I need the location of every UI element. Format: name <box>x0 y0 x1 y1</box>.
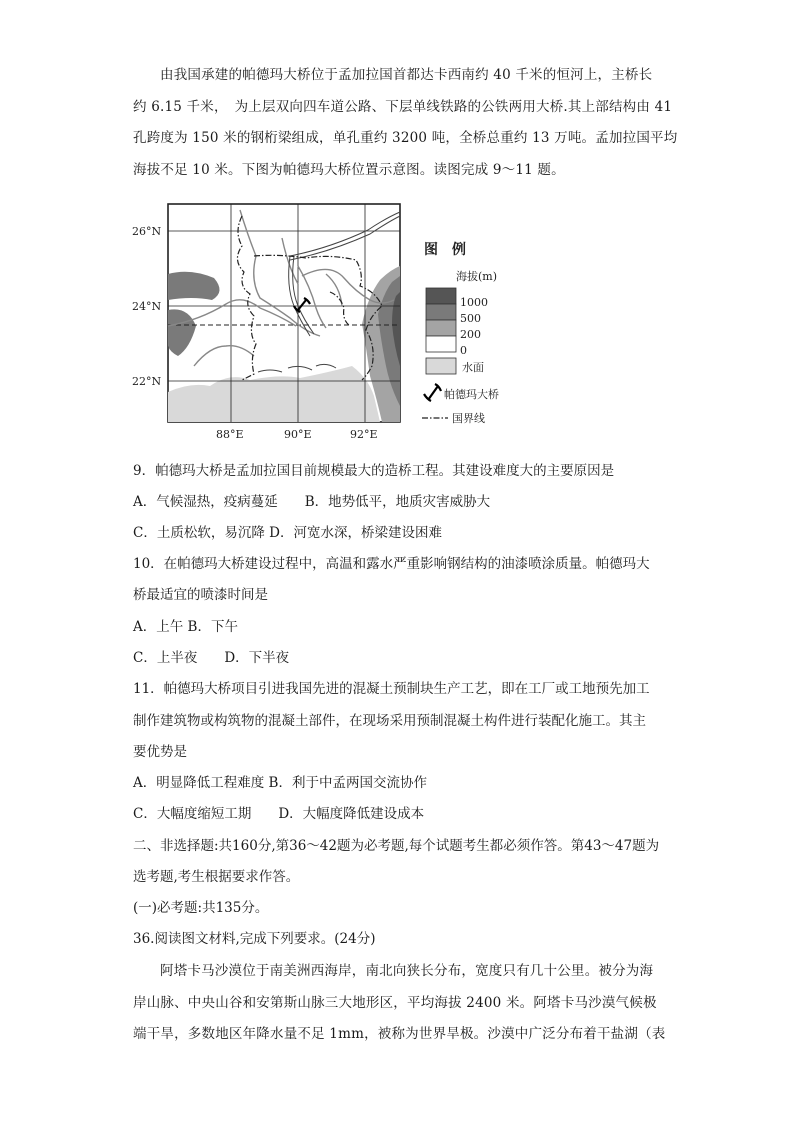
q9-options-row2: C．土质松软，易沉降 D．河宽水深，桥梁建设困难 <box>133 525 442 541</box>
legend-level-500: 500 <box>460 312 481 325</box>
q36-line: 阿塔卡马沙漠位于南美洲西海岸，南北向狭长分布，宽度只有几十公里。被分为海 <box>160 963 654 979</box>
map-svg <box>130 196 510 446</box>
lat-label-24: 24°N <box>132 300 162 313</box>
q36-line: 岸山脉、中央山谷和安第斯山脉三大地形区，平均海拔 2400 米。阿塔卡马沙漠气候极 <box>133 994 657 1011</box>
lon-label-90: 90°E <box>284 428 312 441</box>
legend-elevation-label: 海拔(m) <box>456 270 498 283</box>
intro-line: 海拔不足 10 米。下图为帕德玛大桥位置示意图。读图完成 9～11 题。 <box>133 161 565 178</box>
q11-stem-line2: 制作建筑物或构筑物的混凝土部件，在现场采用预制混凝土构件进行装配化施工。其主 <box>133 713 646 729</box>
required-heading: (一)必考题:共135分。 <box>133 900 269 916</box>
intro-paragraph <box>133 60 678 186</box>
intro-line: 孔跨度为 150 米的钢桁梁组成，单孔重约 3200 吨，全桥总重约 13 万吨。孟加拉国平均 <box>133 130 678 146</box>
section2-line1: 二、非选择题:共160分,第36～42题为必考题,每个试题考生都必须作答。第43～47题为 <box>133 838 660 854</box>
legend-swatch-1000 <box>426 288 456 304</box>
legend-level-1000: 1000 <box>460 296 488 309</box>
q11-stem-line3: 要优势是 <box>133 744 187 760</box>
map-legend <box>422 241 499 425</box>
section2-line2: 选考题,考生根据要求作答。 <box>133 869 300 885</box>
q9-stem: 9．帕德玛大桥是孟加拉国目前规模最大的造桥工程。其建设难度大的主要原因是 <box>133 463 615 479</box>
legend-swatch-0 <box>426 336 456 352</box>
q9-options-row1: A．气候湿热，疫病蔓延 B．地势低平，地质灾害威胁大 <box>133 494 491 510</box>
q36-line: 端干旱，多数地区年降水量不足 1mm，被称为世界旱极。沙漠中广泛分布着干盐湖（表 <box>133 1026 666 1042</box>
lat-label-26: 26°N <box>132 225 162 238</box>
legend-title: 图 例 <box>424 242 466 258</box>
lat-label-22: 22°N <box>132 375 162 388</box>
lon-label-88: 88°E <box>216 428 244 441</box>
intro-line: 由我国承建的帕德玛大桥位于孟加拉国首都达卡西南约 40 千米的恒河上，主桥长 <box>160 67 653 83</box>
q36-title: 36.阅读图文材料,完成下列要求。(24分) <box>133 931 376 947</box>
legend-level-0: 0 <box>460 344 467 357</box>
legend-water-label: 水面 <box>462 361 484 374</box>
bridge-location-map <box>130 196 510 446</box>
q11-stem-line1: 11．帕德玛大桥项目引进我国先进的混凝土预制块生产工艺，即在工厂或工地预先加工 <box>133 681 650 697</box>
q10-options-row2: C．上半夜 D．下半夜 <box>133 650 290 666</box>
legend-swatch-200 <box>426 320 456 336</box>
q11-options-row1: A．明显降低工程难度 B．利于中孟两国交流协作 <box>133 775 427 791</box>
legend-bridge-icon <box>424 384 441 401</box>
legend-bridge-label: 帕德玛大桥 <box>444 388 499 401</box>
q10-stem-line1: 10．在帕德玛大桥建设过程中，高温和露水严重影响钢结构的油漆喷涂质量。帕德玛大 <box>133 556 650 572</box>
q10-options-row1: A．上午 B．下午 <box>133 619 238 635</box>
q10-stem-line2: 桥最适宜的喷漆时间是 <box>133 587 268 603</box>
legend-level-200: 200 <box>460 328 481 341</box>
legend-swatch-500 <box>426 304 456 320</box>
legend-swatch-water <box>426 358 456 374</box>
q36-paragraph <box>133 956 666 1051</box>
legend-border-label: 国界线 <box>452 412 485 425</box>
lon-label-92: 92°E <box>350 428 378 441</box>
q11-options-row2: C．大幅度缩短工期 D．大幅度降低建设成本 <box>133 806 425 822</box>
intro-line: 约 6.15 千米， 为上层双向四车道公路、下层单线铁路的公铁两用大桥.其上部结构由 41 <box>133 98 673 115</box>
